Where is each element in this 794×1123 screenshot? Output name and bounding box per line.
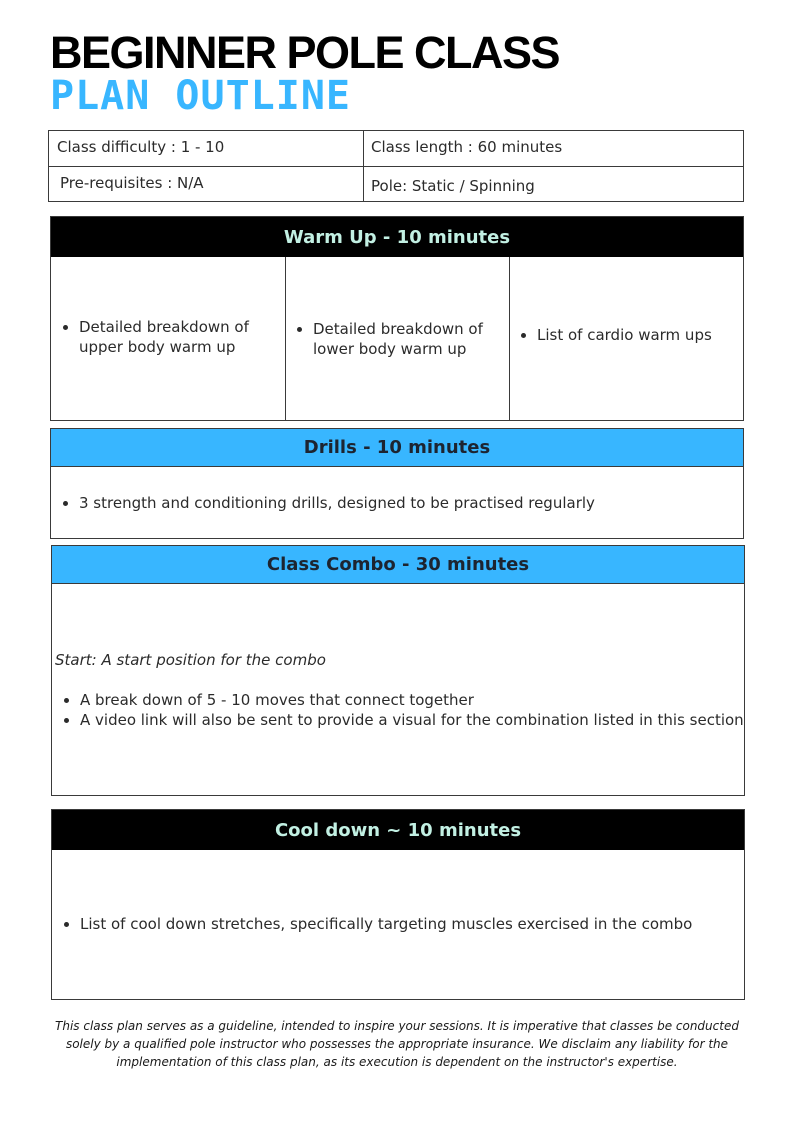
disclaimer-text: This class plan serves as a guideline, intended to inspire your sessions. It is imperative that classes be conducted solely by a qualified pole instructor who possesses the appropriate insurance. We disclaim any liability for the implementation of this class plan, as its execution is dependent on the instructor's expertise. — [55, 1019, 739, 1069]
list-item: Detailed breakdown of upper body warm up — [61, 317, 249, 357]
cooldown-list — [62, 914, 692, 934]
class-length: Class length : 60 minutes — [371, 138, 563, 156]
class-difficulty: Class difficulty : 1 - 10 — [57, 138, 225, 156]
class-info-table — [48, 130, 744, 202]
cooldown-title: Cool down ~ 10 minutes — [274, 819, 522, 841]
drills-section — [50, 428, 744, 539]
combo-header — [52, 546, 744, 584]
cooldown-header — [52, 810, 744, 850]
drills-title: Drills - 10 minutes — [303, 437, 491, 458]
cooldown-section — [51, 809, 745, 1000]
warmup-lower-body-list — [295, 319, 483, 359]
warmup-upper-body-list — [61, 317, 249, 357]
warmup-title: Warm Up - 10 minutes — [283, 226, 511, 248]
class-prerequisites: Pre-requisites : N/A — [60, 174, 204, 192]
page-subtitle: PLAN OUTLINE — [50, 73, 351, 119]
list-item: A video link will also be sent to provide a visual for the combination listed in this section — [62, 710, 744, 730]
drills-header — [51, 429, 743, 467]
page-title: BEGINNER POLE CLASS — [50, 27, 560, 78]
warmup-cardio-list — [519, 325, 712, 345]
warmup-header — [51, 217, 743, 257]
list-item: 3 strength and conditioning drills, designed to be practised regularly — [61, 493, 595, 513]
list-item: Detailed breakdown of lower body warm up — [295, 319, 483, 359]
combo-start-position: Start: A start position for the combo — [55, 651, 326, 669]
drills-list — [61, 493, 595, 513]
list-item: A break down of 5 - 10 moves that connect together — [62, 690, 744, 710]
warmup-section — [50, 216, 744, 421]
class-pole-type: Pole: Static / Spinning — [371, 177, 535, 195]
list-item: List of cardio warm ups — [519, 325, 712, 345]
list-item: List of cool down stretches, specifically targeting muscles exercised in the combo — [62, 914, 692, 934]
combo-section — [51, 545, 745, 796]
combo-list — [62, 690, 744, 730]
combo-title: Class Combo - 30 minutes — [266, 554, 530, 575]
